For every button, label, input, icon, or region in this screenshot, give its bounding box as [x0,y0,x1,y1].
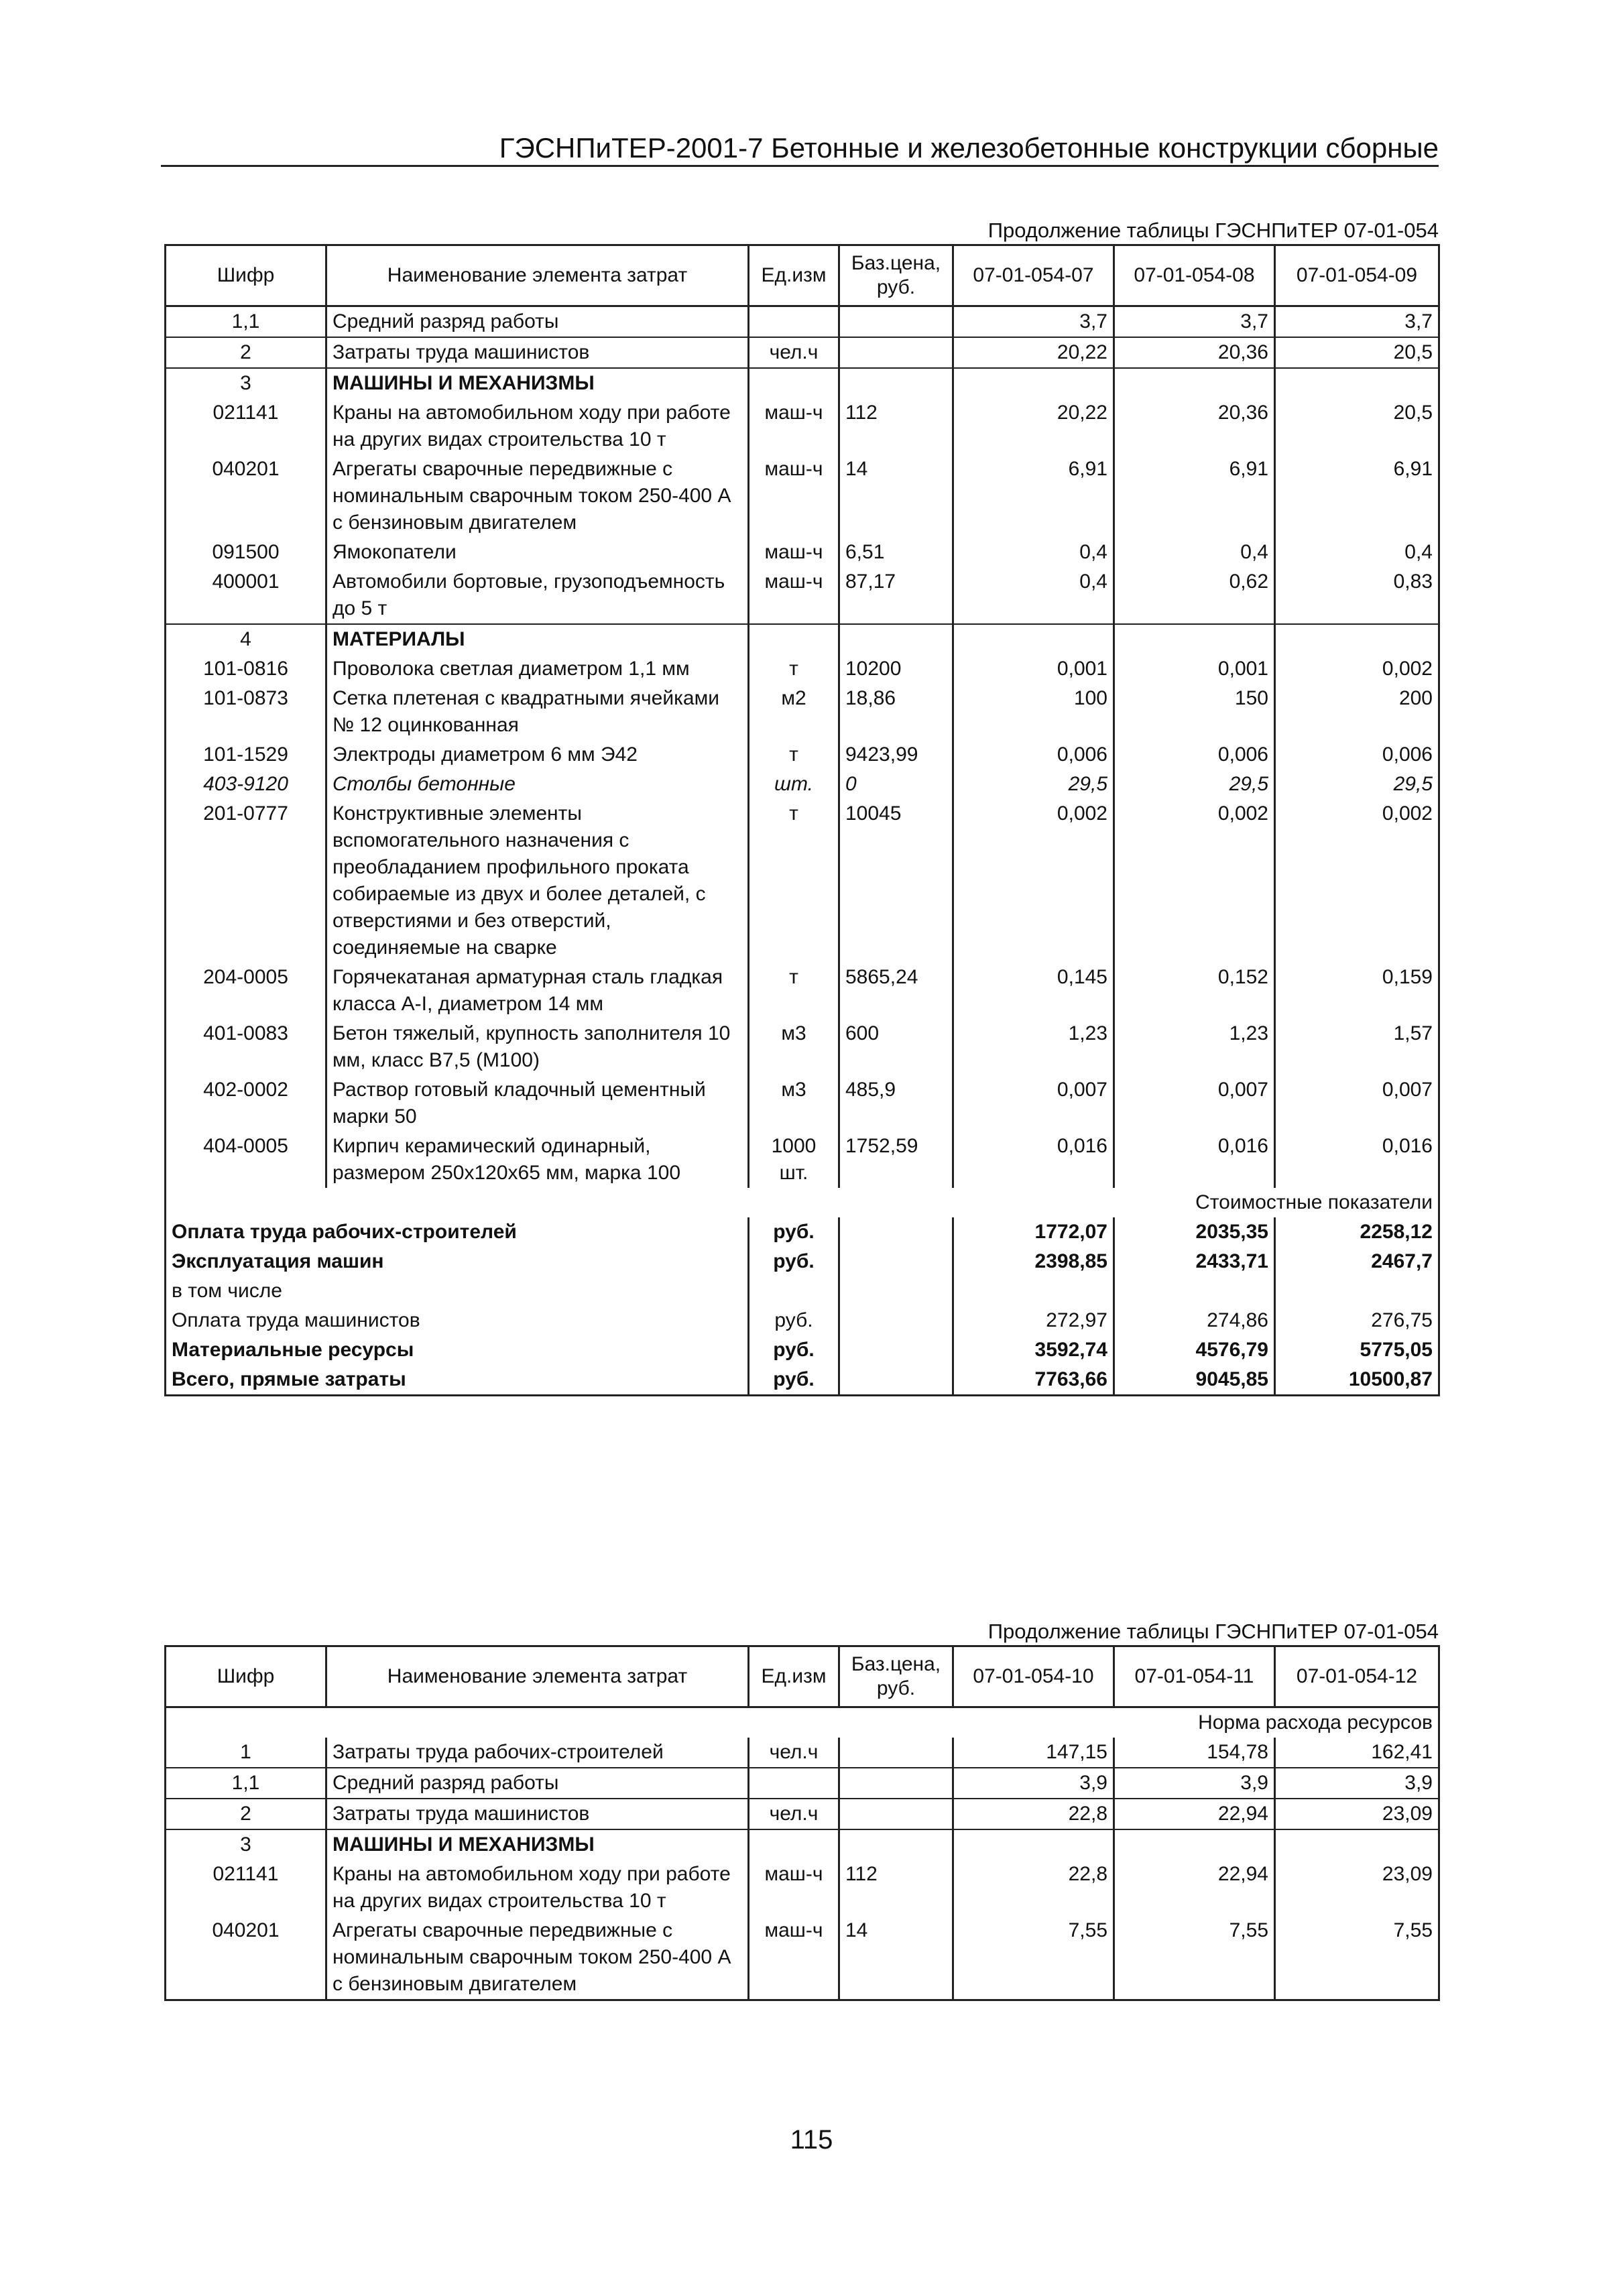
cell-v3: 3,9 [1275,1768,1439,1799]
cell-unit: маш-ч [749,1860,839,1916]
total-v1: 272,97 [953,1306,1114,1335]
total-v3 [1275,1276,1439,1306]
cell-name: Проволока светлая диаметром 1,1 мм [326,654,749,684]
cell-price: 10200 [839,654,953,684]
table2 [164,1645,1440,2001]
col-header-v2: 07-01-054-08 [1114,245,1275,306]
cell-unit: 1000 шт. [749,1132,839,1188]
cell-v1: 0,145 [953,963,1114,1019]
cell-v3: 20,5 [1275,398,1439,455]
cell-v3 [1275,624,1439,654]
cell-v1 [953,368,1114,398]
cost-indicators-header: Стоимостные показатели [166,1188,1439,1217]
cell-unit [749,1768,839,1799]
cell-code: 3 [166,1829,326,1860]
total-label: в том числе [166,1276,749,1306]
cell-v1: 22,8 [953,1860,1114,1916]
cell-code: 3 [166,368,326,398]
cell-v3: 23,09 [1275,1860,1439,1916]
cell-price [839,1799,953,1829]
cell-v2 [1114,624,1275,654]
cell-v2: 0,006 [1114,740,1275,770]
cell-v3: 29,5 [1275,770,1439,799]
table-row [166,455,1439,538]
total-label: Материальные ресурсы [166,1335,749,1365]
cell-name: Раствор готовый кладочный цементный марки 50 [326,1075,749,1132]
cell-v2: 0,152 [1114,963,1275,1019]
total-v1: 3592,74 [953,1335,1114,1365]
cell-price [839,306,953,338]
total-v1: 2398,85 [953,1247,1114,1276]
cell-v3: 0,002 [1275,654,1439,684]
cell-unit: т [749,654,839,684]
cell-v3: 200 [1275,684,1439,740]
cell-code: 1,1 [166,1768,326,1799]
cell-v3: 0,016 [1275,1132,1439,1188]
cell-v3: 6,91 [1275,455,1439,538]
cell-v1: 0,001 [953,654,1114,684]
cell-unit: т [749,799,839,963]
cell-v3: 20,5 [1275,337,1439,368]
total-price [839,1217,953,1247]
cell-name: Средний разряд работы [326,1768,749,1799]
cell-price [839,624,953,654]
cell-price: 600 [839,1019,953,1075]
cell-unit: чел.ч [749,1738,839,1768]
cell-v1: 0,002 [953,799,1114,963]
cell-unit [749,624,839,654]
cell-v1: 6,91 [953,455,1114,538]
totals-row [166,1335,1439,1365]
table-row [166,624,1439,654]
table-row [166,1132,1439,1188]
cell-code: 1 [166,1738,326,1768]
cell-v1: 3,9 [953,1768,1114,1799]
table2-caption: Продолжение таблицы ГЭСНПиТЕР 07-01-054 [987,1620,1439,1643]
col-header-code: Шифр [166,1646,326,1707]
total-v3: 5775,05 [1275,1335,1439,1365]
total-v1 [953,1276,1114,1306]
table1-caption: Продолжение таблицы ГЭСНПиТЕР 07-01-054 [987,219,1439,242]
cell-price: 14 [839,455,953,538]
total-label: Эксплуатация машин [166,1247,749,1276]
cell-code: 401-0083 [166,1019,326,1075]
cell-name: Электроды диаметром 6 мм Э42 [326,740,749,770]
col-header-name: Наименование элемента затрат [326,245,749,306]
table-row [166,306,1439,338]
table-row [166,684,1439,740]
norm-header-row [166,1707,1439,1738]
table-row [166,799,1439,963]
cell-price [839,1768,953,1799]
col-header-v3: 07-01-054-12 [1275,1646,1439,1707]
cell-code: 021141 [166,398,326,455]
cell-code: 101-0873 [166,684,326,740]
cell-v2: 0,001 [1114,654,1275,684]
table-row [166,1768,1439,1799]
cell-name: Затраты труда машинистов [326,1799,749,1829]
cell-section-title: МАШИНЫ И МЕХАНИЗМЫ [326,1829,749,1860]
cell-unit: маш-ч [749,398,839,455]
cell-price: 112 [839,398,953,455]
cell-name: Ямокопатели [326,538,749,567]
cell-code: 403-9120 [166,770,326,799]
cell-price: 5865,24 [839,963,953,1019]
cell-unit [749,1829,839,1860]
cell-unit: маш-ч [749,455,839,538]
table-row [166,1916,1439,2000]
total-label: Оплата труда рабочих-строителей [166,1217,749,1247]
col-header-unit: Ед.изм [749,245,839,306]
cell-price [839,1738,953,1768]
totals-row [166,1306,1439,1335]
cell-v1: 0,4 [953,538,1114,567]
cell-name: Средний разряд работы [326,306,749,338]
cell-v1: 7,55 [953,1916,1114,2000]
total-v3: 2258,12 [1275,1217,1439,1247]
col-header-price: Баз.цена, руб. [839,245,953,306]
cell-section-title: МАТЕРИАЛЫ [326,624,749,654]
total-unit: руб. [749,1247,839,1276]
table-row [166,337,1439,368]
cell-price [839,337,953,368]
col-header-price: Баз.цена, руб. [839,1646,953,1707]
totals-row [166,1217,1439,1247]
header-rule [161,165,1439,167]
cell-code: 101-1529 [166,740,326,770]
table-row [166,1075,1439,1132]
total-v3: 2467,7 [1275,1247,1439,1276]
cell-section-title: МАШИНЫ И МЕХАНИЗМЫ [326,368,749,398]
cell-unit: маш-ч [749,1916,839,2000]
table-row [166,654,1439,684]
table-row [166,398,1439,455]
cell-unit: т [749,740,839,770]
cell-price [839,368,953,398]
cell-v1: 100 [953,684,1114,740]
cell-v2: 3,7 [1114,306,1275,338]
cell-v2: 1,23 [1114,1019,1275,1075]
col-header-v1: 07-01-054-10 [953,1646,1114,1707]
cell-v3: 3,7 [1275,306,1439,338]
table-row [166,567,1439,624]
cell-v3: 0,006 [1275,740,1439,770]
total-unit [749,1276,839,1306]
page-number: 115 [790,2125,833,2155]
table-row [166,368,1439,398]
cell-v1: 0,007 [953,1075,1114,1132]
total-label: Всего, прямые затраты [166,1365,749,1396]
cell-price: 0 [839,770,953,799]
cell-price: 87,17 [839,567,953,624]
cell-v3: 0,007 [1275,1075,1439,1132]
cell-price [839,1829,953,1860]
totals-row [166,1247,1439,1276]
cell-v3: 1,57 [1275,1019,1439,1075]
cell-code: 2 [166,337,326,368]
cell-code: 404-0005 [166,1132,326,1188]
cell-name: Бетон тяжелый, крупность заполнителя 10 мм, класс В7,5 (М100) [326,1019,749,1075]
col-header-code: Шифр [166,245,326,306]
cell-v2 [1114,368,1275,398]
cell-v2: 6,91 [1114,455,1275,538]
total-unit: руб. [749,1335,839,1365]
cell-code: 402-0002 [166,1075,326,1132]
total-v3: 10500,87 [1275,1365,1439,1396]
col-header-v2: 07-01-054-11 [1114,1646,1275,1707]
cell-unit: м3 [749,1075,839,1132]
cell-v2: 29,5 [1114,770,1275,799]
total-price [839,1276,953,1306]
cell-name: Горячекатаная арматурная сталь гладкая класса А-I, диаметром 14 мм [326,963,749,1019]
cell-name: Затраты труда рабочих-строителей [326,1738,749,1768]
cell-code: 400001 [166,567,326,624]
cell-v2: 22,94 [1114,1799,1275,1829]
cell-unit [749,368,839,398]
cell-v2: 7,55 [1114,1916,1275,2000]
cell-v2: 20,36 [1114,398,1275,455]
total-v1: 1772,07 [953,1217,1114,1247]
cell-name: Агрегаты сварочные передвижные с номинальным сварочным током 250-400 А с бензиновым двигателем [326,455,749,538]
cell-v2: 0,007 [1114,1075,1275,1132]
cell-unit: чел.ч [749,1799,839,1829]
total-v3: 276,75 [1275,1306,1439,1335]
col-header-v3: 07-01-054-09 [1275,245,1439,306]
total-price [839,1247,953,1276]
cell-v1: 147,15 [953,1738,1114,1768]
cell-v2: 20,36 [1114,337,1275,368]
cell-v3: 0,002 [1275,799,1439,963]
col-header-unit: Ед.изм [749,1646,839,1707]
norm-header: Норма расхода ресурсов [166,1707,1439,1738]
cell-v1: 0,006 [953,740,1114,770]
cell-v2: 0,002 [1114,799,1275,963]
cell-v3: 162,41 [1275,1738,1439,1768]
cell-v1: 0,4 [953,567,1114,624]
cell-v1: 20,22 [953,398,1114,455]
cell-unit: м3 [749,1019,839,1075]
table-row [166,1829,1439,1860]
total-v2: 2035,35 [1114,1217,1275,1247]
cell-name: Сетка плетеная с квадратными ячейками № 12 оцинкованная [326,684,749,740]
cell-price: 10045 [839,799,953,963]
cell-v3: 7,55 [1275,1916,1439,2000]
table1-header-row [166,245,1439,306]
cell-v3: 23,09 [1275,1799,1439,1829]
table-row [166,1860,1439,1916]
cell-v2: 0,016 [1114,1132,1275,1188]
total-v1: 7763,66 [953,1365,1114,1396]
cell-price: 9423,99 [839,740,953,770]
table-row [166,963,1439,1019]
total-v2 [1114,1276,1275,1306]
cost-indicators-row [166,1188,1439,1217]
total-price [839,1335,953,1365]
cell-code: 2 [166,1799,326,1829]
col-header-name: Наименование элемента затрат [326,1646,749,1707]
cell-unit: т [749,963,839,1019]
cell-v3 [1275,1829,1439,1860]
cell-v3: 0,83 [1275,567,1439,624]
cell-code: 040201 [166,455,326,538]
cell-v1 [953,1829,1114,1860]
col-header-v1: 07-01-054-07 [953,245,1114,306]
cell-v1: 3,7 [953,306,1114,338]
cell-v1: 29,5 [953,770,1114,799]
cell-name: Агрегаты сварочные передвижные с номинальным сварочным током 250-400 А с бензиновым двигателем [326,1916,749,2000]
cell-name: Автомобили бортовые, грузоподъемность до 5 т [326,567,749,624]
table2-header-row [166,1646,1439,1707]
cell-unit: маш-ч [749,567,839,624]
total-price [839,1365,953,1396]
cell-price: 18,86 [839,684,953,740]
total-unit: руб. [749,1365,839,1396]
cell-price: 1752,59 [839,1132,953,1188]
cell-code: 101-0816 [166,654,326,684]
cell-name: Краны на автомобильном ходу при работе на других видах строительства 10 т [326,1860,749,1916]
cell-v2: 154,78 [1114,1738,1275,1768]
cell-name: Кирпич керамический одинарный, размером 250х120х65 мм, марка 100 [326,1132,749,1188]
total-v2: 4576,79 [1114,1335,1275,1365]
cell-unit: шт. [749,770,839,799]
cell-price: 485,9 [839,1075,953,1132]
table-row [166,1738,1439,1768]
cell-v2: 150 [1114,684,1275,740]
cell-v2 [1114,1829,1275,1860]
total-unit: руб. [749,1217,839,1247]
cell-name: Краны на автомобильном ходу при работе на других видах строительства 10 т [326,398,749,455]
cell-code: 201-0777 [166,799,326,963]
cell-v1: 22,8 [953,1799,1114,1829]
cell-v1: 1,23 [953,1019,1114,1075]
table-row [166,538,1439,567]
cell-v2: 3,9 [1114,1768,1275,1799]
cell-price: 112 [839,1860,953,1916]
cell-code: 040201 [166,1916,326,2000]
cell-v1: 20,22 [953,337,1114,368]
cell-name: Затраты труда машинистов [326,337,749,368]
total-price [839,1306,953,1335]
cell-v3: 0,4 [1275,538,1439,567]
cell-v3: 0,159 [1275,963,1439,1019]
table-row [166,1799,1439,1829]
cell-name: Конструктивные элементы вспомогательного назначения с преобладанием профильного проката собираемые из двух и более деталей, с отверстиями и без отверстий, соединяемые на сварке [326,799,749,963]
cell-code: 204-0005 [166,963,326,1019]
cell-code: 021141 [166,1860,326,1916]
cell-code: 091500 [166,538,326,567]
total-v2: 2433,71 [1114,1247,1275,1276]
cell-code: 1,1 [166,306,326,338]
total-v2: 274,86 [1114,1306,1275,1335]
cell-name: Столбы бетонные [326,770,749,799]
cell-v3 [1275,368,1439,398]
total-v2: 9045,85 [1114,1365,1275,1396]
cell-unit [749,306,839,338]
totals-row [166,1365,1439,1396]
table-row [166,1019,1439,1075]
table1 [164,244,1440,1396]
document-header-title: ГЭСНПиТЕР-2001-7 Бетонные и железобетонные конструкции сборные [499,132,1439,164]
totals-row [166,1276,1439,1306]
cell-v1: 0,016 [953,1132,1114,1188]
total-unit: руб. [749,1306,839,1335]
cell-unit: м2 [749,684,839,740]
table-row [166,740,1439,770]
cell-v2: 0,4 [1114,538,1275,567]
cell-unit: маш-ч [749,538,839,567]
cell-code: 4 [166,624,326,654]
table-row [166,770,1439,799]
cell-unit: чел.ч [749,337,839,368]
cell-v2: 0,62 [1114,567,1275,624]
cell-v1 [953,624,1114,654]
cell-price: 14 [839,1916,953,2000]
cell-v2: 22,94 [1114,1860,1275,1916]
cell-price: 6,51 [839,538,953,567]
total-label: Оплата труда машинистов [166,1306,749,1335]
